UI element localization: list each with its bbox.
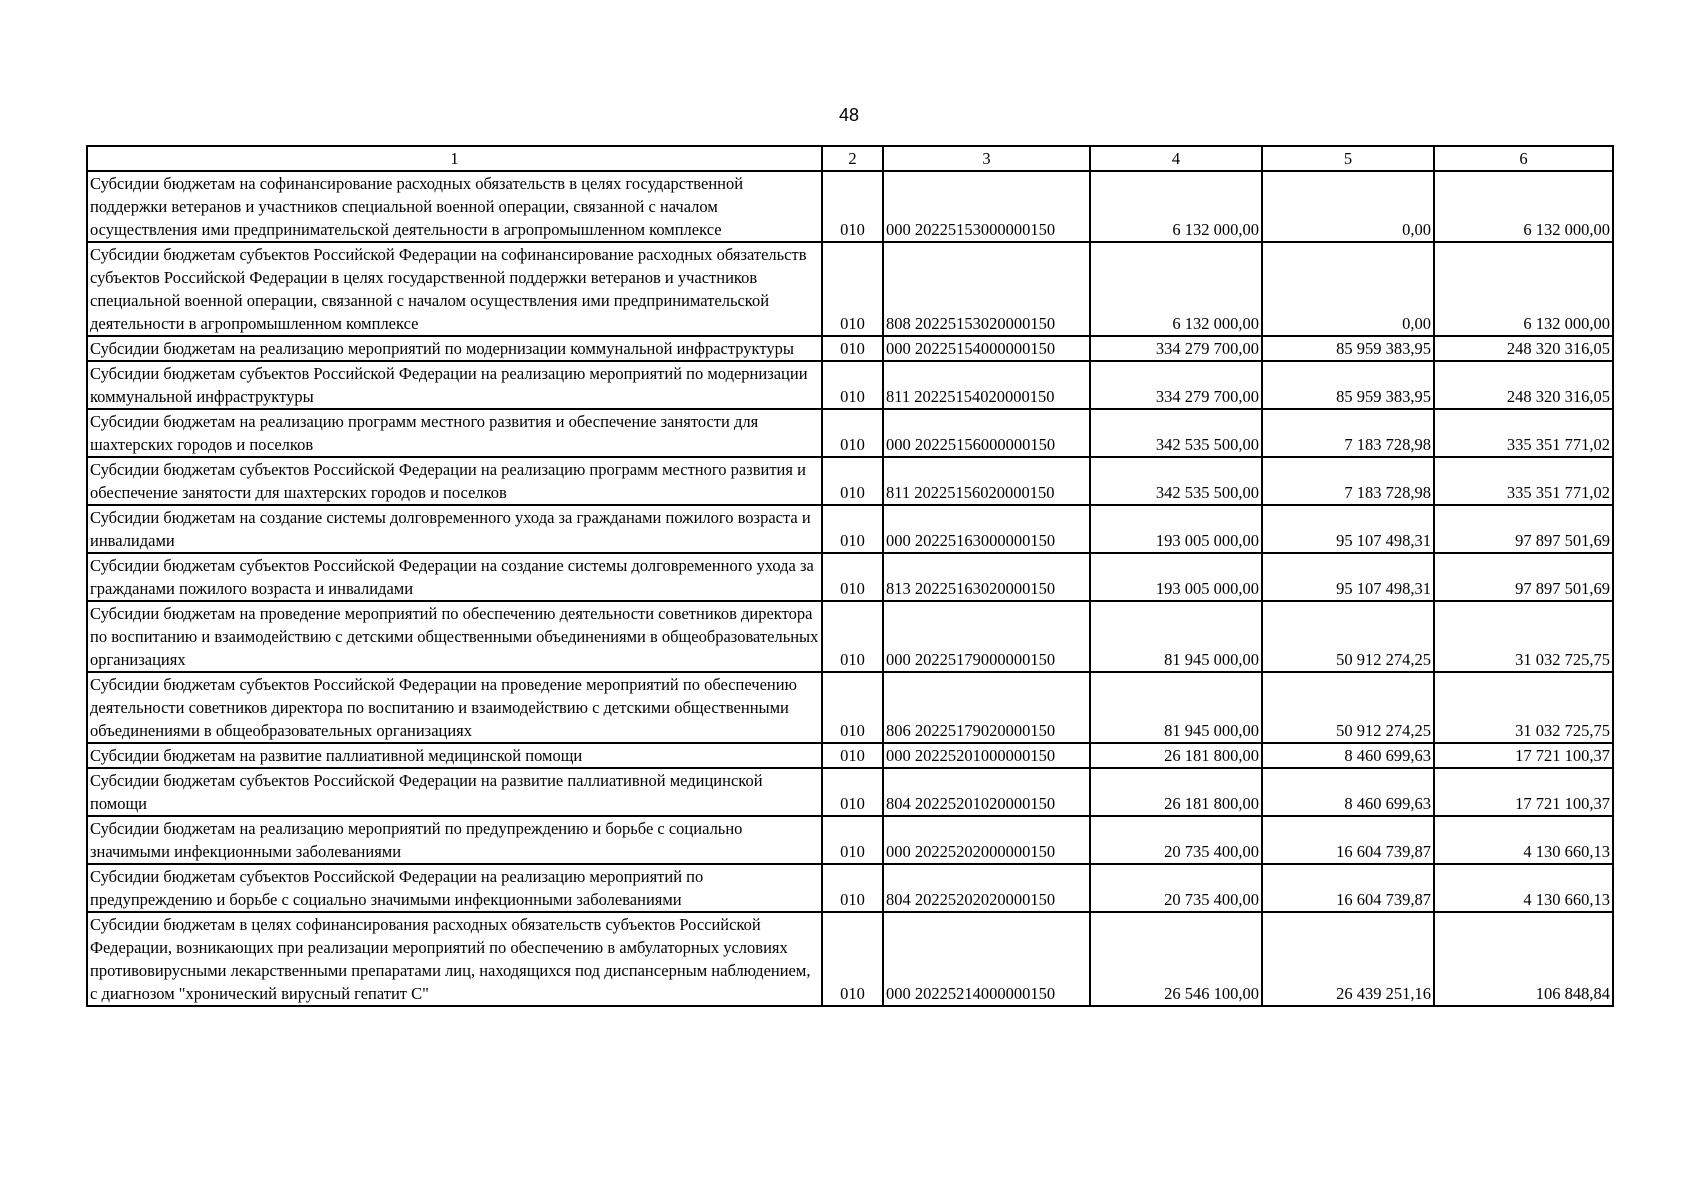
table-row bbox=[87, 672, 1613, 743]
row-classification-code: 000 20225156000000150 bbox=[883, 409, 1090, 457]
row-value-col4: 20 735 400,00 bbox=[1090, 864, 1262, 912]
row-value-col5: 26 439 251,16 bbox=[1262, 912, 1434, 1006]
row-description: Субсидии бюджетам на софинансирование расходных обязательств в целях государственной поддержки ветеранов и участников специальной военной операции, связанной с началом осуществления ими предпринимательской деятельности в агропромышленном комплексе bbox=[87, 171, 822, 242]
row-value-col6: 4 130 660,13 bbox=[1434, 816, 1613, 864]
row-value-col6: 97 897 501,69 bbox=[1434, 553, 1613, 601]
row-line-code: 010 bbox=[822, 601, 883, 672]
row-line-code: 010 bbox=[822, 743, 883, 768]
row-value-col6: 248 320 316,05 bbox=[1434, 336, 1613, 361]
row-classification-code: 000 20225202000000150 bbox=[883, 816, 1090, 864]
row-value-col4: 26 546 100,00 bbox=[1090, 912, 1262, 1006]
row-description: Субсидии бюджетам в целях софинансирования расходных обязательств субъектов Российской Федерации, возникающих при реализации мероприятий по обеспечению в амбулаторных условиях противовирусными лекарственными препаратами лиц, находящихся под диспансерным наблюдением, с диагнозом "хронический вирусный гепатит С" bbox=[87, 912, 822, 1006]
row-value-col4: 26 181 800,00 bbox=[1090, 743, 1262, 768]
column-header: 3 bbox=[883, 146, 1090, 171]
page-number: 48 bbox=[838, 105, 860, 125]
table-row bbox=[87, 336, 1613, 361]
row-line-code: 010 bbox=[822, 505, 883, 553]
row-classification-code: 000 20225163000000150 bbox=[883, 505, 1090, 553]
row-line-code: 010 bbox=[822, 457, 883, 505]
row-value-col4: 6 132 000,00 bbox=[1090, 171, 1262, 242]
row-value-col6: 6 132 000,00 bbox=[1434, 171, 1613, 242]
column-header: 1 bbox=[87, 146, 822, 171]
row-value-col6: 335 351 771,02 bbox=[1434, 457, 1613, 505]
row-value-col4: 81 945 000,00 bbox=[1090, 601, 1262, 672]
table-row bbox=[87, 171, 1613, 242]
table-row bbox=[87, 457, 1613, 505]
row-line-code: 010 bbox=[822, 864, 883, 912]
row-classification-code: 000 20225154000000150 bbox=[883, 336, 1090, 361]
row-line-code: 010 bbox=[822, 361, 883, 409]
row-value-col4: 193 005 000,00 bbox=[1090, 553, 1262, 601]
row-value-col4: 334 279 700,00 bbox=[1090, 361, 1262, 409]
row-value-col4: 20 735 400,00 bbox=[1090, 816, 1262, 864]
row-classification-code: 804 20225201020000150 bbox=[883, 768, 1090, 816]
table-row bbox=[87, 743, 1613, 768]
row-value-col6: 106 848,84 bbox=[1434, 912, 1613, 1006]
row-line-code: 010 bbox=[822, 336, 883, 361]
row-value-col4: 26 181 800,00 bbox=[1090, 768, 1262, 816]
row-value-col5: 16 604 739,87 bbox=[1262, 864, 1434, 912]
row-description: Субсидии бюджетам на реализацию мероприятий по модернизации коммунальной инфраструктуры bbox=[87, 336, 822, 361]
row-value-col4: 334 279 700,00 bbox=[1090, 336, 1262, 361]
row-value-col6: 17 721 100,37 bbox=[1434, 768, 1613, 816]
row-value-col5: 0,00 bbox=[1262, 242, 1434, 336]
row-value-col5: 8 460 699,63 bbox=[1262, 768, 1434, 816]
row-line-code: 010 bbox=[822, 816, 883, 864]
row-value-col5: 16 604 739,87 bbox=[1262, 816, 1434, 864]
table-row bbox=[87, 553, 1613, 601]
row-value-col6: 97 897 501,69 bbox=[1434, 505, 1613, 553]
row-line-code: 010 bbox=[822, 171, 883, 242]
table-row bbox=[87, 601, 1613, 672]
row-value-col4: 81 945 000,00 bbox=[1090, 672, 1262, 743]
row-value-col5: 0,00 bbox=[1262, 171, 1434, 242]
row-classification-code: 811 20225154020000150 bbox=[883, 361, 1090, 409]
row-line-code: 010 bbox=[822, 912, 883, 1006]
row-classification-code: 000 20225179000000150 bbox=[883, 601, 1090, 672]
row-description: Субсидии бюджетам субъектов Российской Федерации на реализацию программ местного развития и обеспечение занятости для шахтерских городов и поселков bbox=[87, 457, 822, 505]
row-value-col6: 335 351 771,02 bbox=[1434, 409, 1613, 457]
row-description: Субсидии бюджетам субъектов Российской Федерации на создание системы долговременного ухода за гражданами пожилого возраста и инвалидами bbox=[87, 553, 822, 601]
column-header: 5 bbox=[1262, 146, 1434, 171]
row-description: Субсидии бюджетам на реализацию мероприятий по предупреждению и борьбе с социально значимыми инфекционными заболеваниями bbox=[87, 816, 822, 864]
row-value-col6: 248 320 316,05 bbox=[1434, 361, 1613, 409]
row-description: Субсидии бюджетам субъектов Российской Федерации на реализацию мероприятий по модернизации коммунальной инфраструктуры bbox=[87, 361, 822, 409]
table-row bbox=[87, 816, 1613, 864]
table-row bbox=[87, 242, 1613, 336]
row-classification-code: 000 20225201000000150 bbox=[883, 743, 1090, 768]
row-description: Субсидии бюджетам субъектов Российской Федерации на развитие паллиативной медицинской помощи bbox=[87, 768, 822, 816]
table-row bbox=[87, 912, 1613, 1006]
row-value-col5: 50 912 274,25 bbox=[1262, 672, 1434, 743]
row-value-col5: 95 107 498,31 bbox=[1262, 553, 1434, 601]
column-header: 4 bbox=[1090, 146, 1262, 171]
row-value-col5: 7 183 728,98 bbox=[1262, 457, 1434, 505]
table-row bbox=[87, 864, 1613, 912]
row-description: Субсидии бюджетам субъектов Российской Федерации на реализацию мероприятий по предупреждению и борьбе с социально значимыми инфекционными заболеваниями bbox=[87, 864, 822, 912]
row-value-col5: 85 959 383,95 bbox=[1262, 361, 1434, 409]
row-value-col6: 31 032 725,75 bbox=[1434, 601, 1613, 672]
row-line-code: 010 bbox=[822, 242, 883, 336]
row-description: Субсидии бюджетам субъектов Российской Федерации на софинансирование расходных обязательств субъектов Российской Федерации в целях государственной поддержки ветеранов и участников специальной военной операции, связанной с началом осуществления ими предпринимательской деятельности в агропромышленном комплексе bbox=[87, 242, 822, 336]
row-line-code: 010 bbox=[822, 553, 883, 601]
table-row bbox=[87, 505, 1613, 553]
row-value-col6: 17 721 100,37 bbox=[1434, 743, 1613, 768]
row-value-col5: 7 183 728,98 bbox=[1262, 409, 1434, 457]
table-header-row bbox=[87, 146, 1613, 171]
row-value-col4: 193 005 000,00 bbox=[1090, 505, 1262, 553]
row-classification-code: 000 20225153000000150 bbox=[883, 171, 1090, 242]
row-classification-code: 808 20225153020000150 bbox=[883, 242, 1090, 336]
row-description: Субсидии бюджетам на проведение мероприятий по обеспечению деятельности советников директора по воспитанию и взаимодействию с детскими общественными объединениями в общеобразовательных организациях bbox=[87, 601, 822, 672]
table-row bbox=[87, 768, 1613, 816]
row-classification-code: 000 20225214000000150 bbox=[883, 912, 1090, 1006]
row-description: Субсидии бюджетам на развитие паллиативной медицинской помощи bbox=[87, 743, 822, 768]
row-value-col4: 342 535 500,00 bbox=[1090, 409, 1262, 457]
row-value-col6: 31 032 725,75 bbox=[1434, 672, 1613, 743]
row-classification-code: 811 20225156020000150 bbox=[883, 457, 1090, 505]
row-description: Субсидии бюджетам на реализацию программ местного развития и обеспечение занятости для шахтерских городов и поселков bbox=[87, 409, 822, 457]
row-line-code: 010 bbox=[822, 672, 883, 743]
row-description: Субсидии бюджетам на создание системы долговременного ухода за гражданами пожилого возраста и инвалидами bbox=[87, 505, 822, 553]
row-line-code: 010 bbox=[822, 409, 883, 457]
row-description: Субсидии бюджетам субъектов Российской Федерации на проведение мероприятий по обеспечению деятельности советников директора по воспитанию и взаимодействию с детскими общественными объединениями в общеобразовательных организациях bbox=[87, 672, 822, 743]
table-row bbox=[87, 409, 1613, 457]
table-row bbox=[87, 361, 1613, 409]
row-line-code: 010 bbox=[822, 768, 883, 816]
column-header: 2 bbox=[822, 146, 883, 171]
row-value-col4: 6 132 000,00 bbox=[1090, 242, 1262, 336]
budget-table bbox=[86, 145, 1614, 1007]
column-header: 6 bbox=[1434, 146, 1613, 171]
row-value-col4: 342 535 500,00 bbox=[1090, 457, 1262, 505]
row-value-col5: 95 107 498,31 bbox=[1262, 505, 1434, 553]
row-value-col5: 8 460 699,63 bbox=[1262, 743, 1434, 768]
row-classification-code: 804 20225202020000150 bbox=[883, 864, 1090, 912]
row-classification-code: 806 20225179020000150 bbox=[883, 672, 1090, 743]
row-classification-code: 813 20225163020000150 bbox=[883, 553, 1090, 601]
row-value-col5: 50 912 274,25 bbox=[1262, 601, 1434, 672]
row-value-col6: 4 130 660,13 bbox=[1434, 864, 1613, 912]
row-value-col6: 6 132 000,00 bbox=[1434, 242, 1613, 336]
row-value-col5: 85 959 383,95 bbox=[1262, 336, 1434, 361]
